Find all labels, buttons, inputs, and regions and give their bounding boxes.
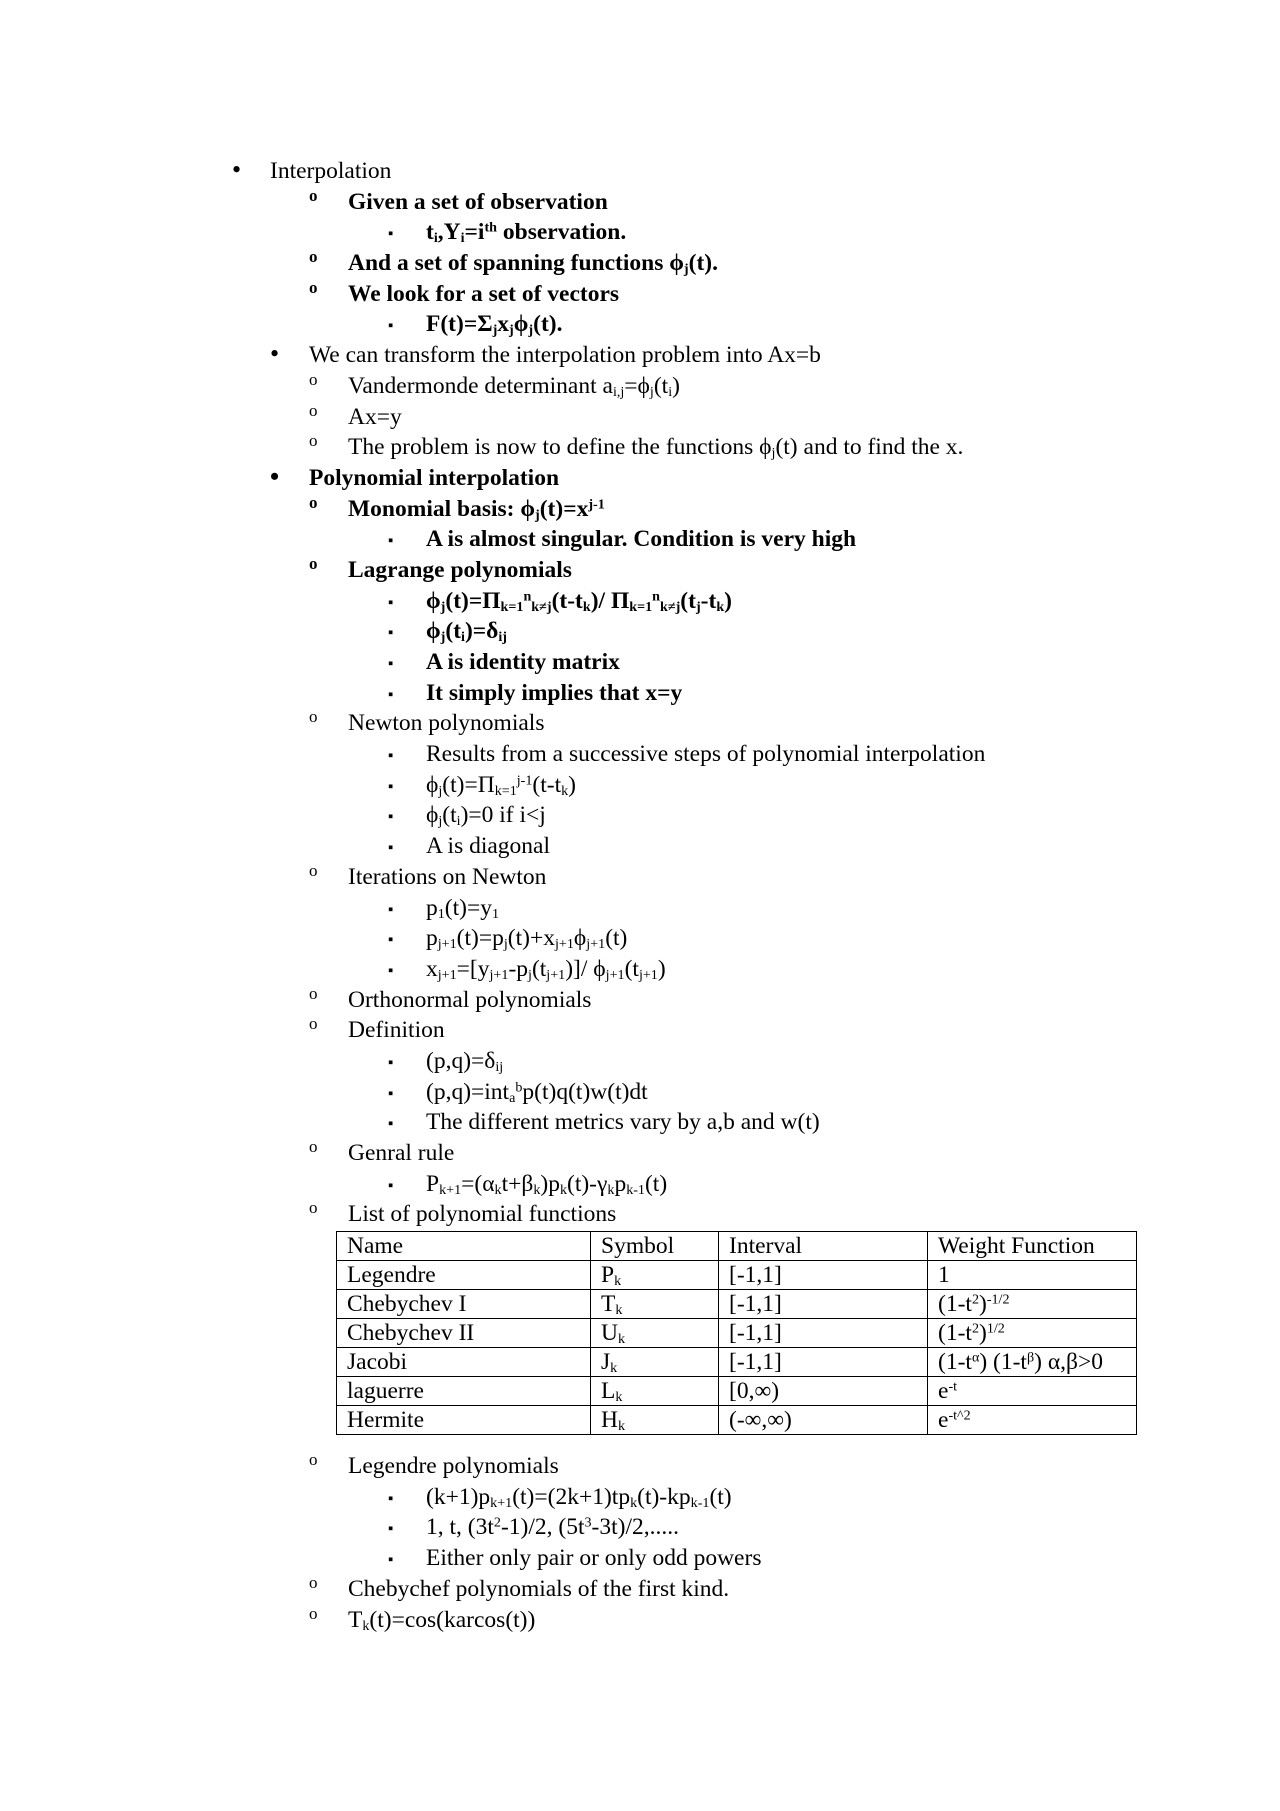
- item-text: A is identity matrix: [426, 649, 620, 675]
- item-text: We can transform the interpolation problem into Ax=b: [309, 342, 821, 369]
- table-cell-interval: [0,∞): [719, 1377, 928, 1406]
- square-bullet-icon: ▪: [388, 594, 394, 611]
- table-header-cell: Symbol: [591, 1232, 719, 1261]
- sub-item-iterations: [0, 862, 1280, 893]
- table-header-cell: Name: [337, 1232, 591, 1261]
- sub-sub-item-identity: [0, 647, 1280, 678]
- sub-sub-item-powers: [0, 1543, 1280, 1574]
- sub-sub-item-legendre-terms: [0, 1512, 1280, 1543]
- square-bullet-icon: ▪: [388, 778, 394, 795]
- circle-bullet-icon: o: [309, 707, 318, 727]
- table-cell-interval: [-1,1]: [719, 1319, 928, 1348]
- item-text: A is almost singular. Condition is very high: [426, 526, 857, 553]
- square-bullet-icon: ▪: [388, 625, 394, 642]
- item-text: $\phi_j(t_i)=0$ if i<j: [426, 802, 546, 830]
- item-text: And a set of spanning functions $\phi_j(t)$.: [348, 250, 718, 278]
- item-text: Iterations on Newton: [348, 863, 547, 890]
- table-cell-name: Legendre: [337, 1261, 591, 1290]
- circle-bullet-icon: o: [309, 1603, 318, 1623]
- outline-item-polynomial: [0, 463, 1280, 494]
- sub-sub-item-diagonal: [0, 831, 1280, 862]
- item-text: $\phi_j(t_i)=\delta_{ij}$: [426, 618, 507, 646]
- sub-item-problem: [0, 432, 1280, 463]
- table-row: [337, 1319, 1137, 1348]
- table-row: [337, 1290, 1137, 1319]
- sub-item-legendre: [0, 1451, 1280, 1482]
- table-cell-interval: [-1,1]: [719, 1261, 928, 1290]
- item-text: Definition: [348, 1017, 445, 1044]
- square-bullet-icon: ▪: [388, 226, 394, 243]
- sub-sub-item-f-of-t: [0, 309, 1280, 340]
- item-text: $x_{j+1}=[y_{j+1}-p_j(t_{j+1})]/$ $\phi_{j+1}(t_{j+1})$: [426, 955, 666, 983]
- item-text: 1, t, $(3t^2-1)/2$, $(5t^3-3t)/2$,.....: [426, 1514, 679, 1541]
- sub-item-genral-rule: [0, 1138, 1280, 1169]
- table-row: [337, 1261, 1137, 1290]
- circle-bullet-icon: o: [309, 1198, 318, 1218]
- bullet-icon: •: [270, 461, 280, 491]
- item-text: List of polynomial functions: [348, 1201, 617, 1228]
- outline-item-transform: [0, 340, 1280, 371]
- item-text: Lagrange polynomials: [348, 556, 572, 583]
- item-text: $p_1(t)=y_1$: [426, 894, 500, 922]
- sub-sub-item-recurrence: [0, 1169, 1280, 1200]
- item-text: Vandermonde determinant $a_{i,j}=\phi_j(t_i)$: [348, 372, 680, 400]
- circle-bullet-icon: o: [309, 369, 318, 389]
- table-cell-interval: [-1,1]: [719, 1348, 928, 1377]
- square-bullet-icon: ▪: [388, 686, 394, 703]
- square-bullet-icon: ▪: [388, 932, 394, 949]
- table-cell-weight: $(1-t^2)^{-1/2}$: [928, 1290, 1137, 1319]
- table-cell-name: Chebychev I: [337, 1290, 591, 1319]
- table-cell-name: Hermite: [337, 1406, 591, 1435]
- square-bullet-icon: ▪: [388, 1552, 394, 1569]
- table-cell-weight: 1: [928, 1261, 1137, 1290]
- sub-sub-item-observation: [0, 217, 1280, 248]
- sub-item-monomial: [0, 494, 1280, 525]
- circle-bullet-icon: o: [309, 247, 318, 267]
- item-text: Monomial basis: $\phi_j(t)=x^{j-1}$: [348, 495, 605, 523]
- item-text: $(p,q)=\delta_{ij}$: [426, 1047, 504, 1076]
- table-header-row: [337, 1232, 1137, 1261]
- item-text: (p,q)=int$_a^b$p(t)q(t)w(t)dt: [426, 1078, 648, 1106]
- sub-item-given-set: [0, 187, 1280, 218]
- sub-sub-item-pj1: [0, 923, 1280, 954]
- sub-sub-item-legendre-recurrence: [0, 1482, 1280, 1513]
- table-cell-weight: $e^{-t\^{}2}$: [928, 1406, 1137, 1435]
- circle-bullet-icon: o: [309, 1450, 318, 1470]
- square-bullet-icon: ▪: [388, 1177, 394, 1194]
- table-row: [337, 1406, 1137, 1435]
- circle-bullet-icon: o: [309, 1137, 318, 1156]
- table-cell-name: Jacobi: [337, 1348, 591, 1377]
- sub-item-spanning-functions: [0, 248, 1280, 279]
- square-bullet-icon: ▪: [388, 1054, 394, 1071]
- item-text: Given a set of observation: [348, 188, 608, 215]
- item-text: We look for a set of vectors: [348, 280, 620, 307]
- sub-item-vandermonde: [0, 371, 1280, 402]
- circle-bullet-icon: o: [309, 1014, 318, 1034]
- sub-item-definition: [0, 1015, 1280, 1046]
- table-cell-name: Chebychev II: [337, 1319, 591, 1348]
- item-text: The different metrics vary by a,b and w(t): [426, 1109, 820, 1136]
- sub-sub-item-x-equals-y: [0, 678, 1280, 709]
- item-text: Interpolation: [270, 158, 392, 184]
- bullet-icon: •: [270, 339, 280, 369]
- table-cell-symbol: $H_k$: [591, 1406, 719, 1435]
- item-text: $\phi_j(t)=\Pi_{k=1}^{j-1}(t-t_k)$: [426, 771, 576, 799]
- table-cell-weight: $e^{-t}$: [928, 1377, 1137, 1406]
- square-bullet-icon: ▪: [388, 656, 394, 672]
- item-text: Legendre polynomials: [348, 1453, 559, 1480]
- item-text: $F(t)=\Sigma_jx_j\phi_j(t)$.: [426, 311, 563, 339]
- table-cell-symbol: $U_k$: [591, 1319, 719, 1348]
- item-text: $p_{j+1}(t)=p_j(t)+x_{j+1}\phi_{j+1}(t)$: [426, 925, 628, 953]
- sub-item-orthonormal: [0, 985, 1280, 1016]
- item-text: Results from a successive steps of polynomial interpolation: [426, 741, 986, 768]
- circle-bullet-icon: o: [309, 185, 318, 205]
- item-text: Chebychef polynomials of the first kind.: [348, 1575, 730, 1602]
- circle-bullet-icon: o: [309, 1572, 318, 1592]
- table-cell-weight: $(1-t^2)^{1/2}$: [928, 1319, 1137, 1348]
- sub-item-list: [0, 1199, 1280, 1230]
- square-bullet-icon: ▪: [388, 962, 394, 979]
- square-bullet-icon: ▪: [388, 1085, 394, 1102]
- circle-bullet-icon: o: [309, 553, 318, 573]
- square-bullet-icon: ▪: [388, 901, 394, 918]
- bullet-icon: •: [232, 155, 242, 184]
- circle-bullet-icon: o: [309, 492, 318, 512]
- item-text: $P_{k+1}=(\alpha_kt+\beta_k)p_k(t)-\gamma_kp_{k-1}(t)$: [426, 1170, 668, 1198]
- circle-bullet-icon: o: [309, 400, 318, 420]
- square-bullet-icon: ▪: [388, 318, 394, 335]
- table-cell-name: laguerre: [337, 1377, 591, 1406]
- table-row: [337, 1377, 1137, 1406]
- sub-item-tk: [0, 1605, 1280, 1636]
- circle-bullet-icon: o: [309, 983, 318, 1003]
- square-bullet-icon: ▪: [388, 809, 394, 826]
- polynomial-table: [336, 1231, 1137, 1435]
- item-text: Orthonormal polynomials: [348, 986, 592, 1013]
- square-bullet-icon: ▪: [388, 1116, 394, 1133]
- circle-bullet-icon: o: [309, 277, 318, 297]
- square-bullet-icon: ▪: [388, 840, 394, 857]
- item-text: A is diagonal: [426, 833, 551, 860]
- item-text: The problem is now to define the functions $\phi_j(t)$ and to find the x.: [348, 434, 964, 462]
- sub-sub-item-xj1: [0, 954, 1280, 985]
- table-cell-symbol: $P_k$: [591, 1261, 719, 1290]
- item-text: Genral rule: [348, 1140, 455, 1166]
- table-cell-symbol: $L_k$: [591, 1377, 719, 1406]
- table-cell-symbol: $T_k$: [591, 1290, 719, 1319]
- table-row: [337, 1348, 1137, 1377]
- item-text: Polynomial interpolation: [309, 464, 560, 491]
- item-text: $(k+1)p_{k+1}(t)=(2k+1)tp_k(t)-kp_{k-1}(t)$: [426, 1483, 732, 1511]
- sub-sub-item-lagrange-formula: [0, 586, 1280, 617]
- sub-item-axy: [0, 402, 1280, 433]
- square-bullet-icon: ▪: [388, 533, 394, 550]
- table-header-cell: Weight Function: [928, 1232, 1137, 1261]
- sub-sub-item-newton-results: [0, 739, 1280, 770]
- square-bullet-icon: ▪: [388, 748, 394, 765]
- table-header-cell: Interval: [719, 1232, 928, 1261]
- circle-bullet-icon: o: [309, 431, 318, 451]
- sub-item-lagrange: [0, 555, 1280, 586]
- table-cell-interval: [-1,1]: [719, 1290, 928, 1319]
- sub-sub-item-newton-formula: [0, 770, 1280, 801]
- item-text: $t_i,Y_i=i^{th}$ observation.: [426, 219, 627, 247]
- sub-sub-item-newton-zero: [0, 800, 1280, 831]
- square-bullet-icon: ▪: [388, 1521, 394, 1538]
- sub-item-vectors: [0, 279, 1280, 310]
- table-cell-interval: (-∞,∞): [719, 1406, 928, 1435]
- sub-sub-item-metrics: [0, 1107, 1280, 1138]
- sub-sub-item-lagrange-delta: [0, 616, 1280, 647]
- sub-sub-item-pq-delta: [0, 1046, 1280, 1077]
- item-text: Ax=y: [348, 403, 402, 430]
- item-text: Either only pair or only odd powers: [426, 1545, 762, 1572]
- sub-item-newton: [0, 708, 1280, 739]
- document-page: [0, 156, 1280, 1635]
- table-cell-symbol: $J_k$: [591, 1348, 719, 1377]
- item-text: $T_k(t)=\cos(karcos(t))$: [348, 1606, 536, 1634]
- table-cell-weight: $(1-t^\alpha)$ $(1-t^\beta)$ α,β>0: [928, 1348, 1137, 1377]
- sub-sub-item-singular: [0, 524, 1280, 555]
- item-text: $\phi_j(t)=\Pi_{k=1}^n_{k\ne j}(t-t_k)/$ $\Pi_{k=1}^n_{k\ne j}(t_j-t_k)$: [426, 587, 732, 615]
- outline-item-interpolation: [0, 156, 1280, 187]
- circle-bullet-icon: o: [309, 860, 318, 880]
- sub-sub-item-pq-int: [0, 1077, 1280, 1108]
- item-text: It simply implies that x=y: [426, 679, 683, 706]
- item-text: Newton polynomials: [348, 710, 545, 737]
- sub-sub-item-p1: [0, 893, 1280, 924]
- square-bullet-icon: ▪: [388, 1490, 394, 1507]
- table-container: [0, 1230, 1280, 1451]
- sub-item-chebychef: [0, 1574, 1280, 1605]
